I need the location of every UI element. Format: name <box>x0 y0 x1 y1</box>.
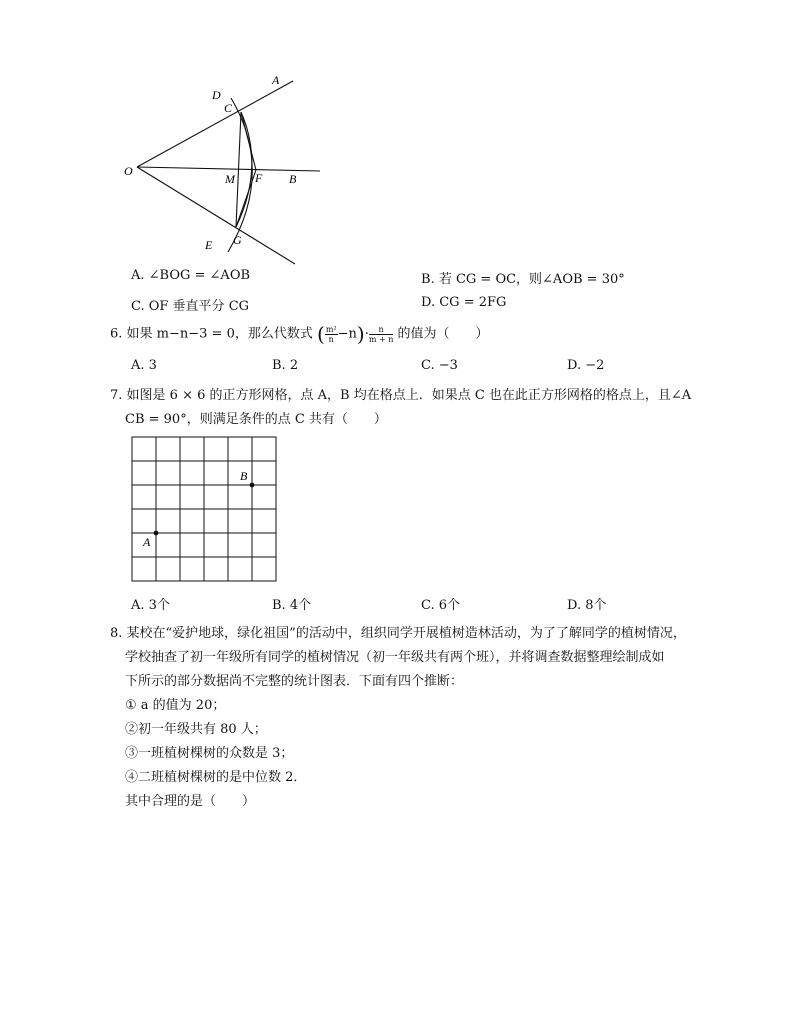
q8-closing: 其中合理的是（ ） <box>125 794 256 809</box>
label-o: O <box>124 164 133 178</box>
label-m: M <box>225 172 235 186</box>
label-c: C <box>224 101 233 115</box>
q8-item-3: ③一班植树棵树的众数是 3； <box>125 746 294 761</box>
label-g: G <box>233 233 242 247</box>
point-a <box>154 531 159 536</box>
ray-ob <box>137 167 320 171</box>
q6-option-b: B. 2 <box>272 358 299 373</box>
q7-option-d: D. 8个 <box>567 598 607 613</box>
q5-option-a: A. ∠BOG = ∠AOB <box>131 268 251 283</box>
label-e: E <box>205 238 213 252</box>
q6-option-a: A. 3 <box>131 358 157 373</box>
q5-option-d: D. CG = 2FG <box>421 295 507 310</box>
q8-item-1: ① a 的值为 20； <box>125 698 226 713</box>
q8-line-2: 学校抽查了初一年级所有同学的植树情况（初一年级共有两个班），并将调查数据整理绘制成如 <box>125 650 665 665</box>
grid-label-b: B <box>240 469 248 483</box>
q5-option-b: B. 若 CG = OC，则∠AOB = 30° <box>421 272 625 287</box>
square-grid-figure <box>126 432 286 584</box>
grid-label-a: A <box>143 535 151 549</box>
segment-fg <box>236 170 256 227</box>
segment-cf <box>241 112 256 170</box>
angle-construction-figure <box>115 72 335 272</box>
q8-line-3: 下所示的部分数据尚不完整的统计图表．下面有四个推断： <box>125 674 464 689</box>
q8-item-4: ④二班植树棵树的是中位数 2． <box>125 770 307 785</box>
q7-option-a: A. 3个 <box>131 598 170 613</box>
q6-stem: 6. 如果 m−n−3 = 0，那么代数式 ( $\frac{\text{m²}}{n}$ −n)· $\frac{n}{m + n}$ 的值为（ ） <box>110 322 489 346</box>
q7-line-1: 7. 如图是 6 × 6 的正方形网格，点 A，B 均在格点上．如果点 C 也在此正方形网格的格点上，且∠A <box>110 388 692 403</box>
q8-line-1: 8. 某校在“爱护地球，绿化祖国”的活动中，组织同学开展植树造林活动，为了了解同学的植树情况， <box>110 626 686 641</box>
q6-stem-post: 的值为（ ） <box>397 326 489 342</box>
label-a: A <box>272 73 280 87</box>
q7-line-2: CB = 90°，则满足条件的点 C 共有（ ） <box>125 412 387 427</box>
label-f: F <box>255 171 263 185</box>
q8-item-2: ②初一年级共有 80 人； <box>125 722 267 737</box>
q7-option-c: C. 6个 <box>421 598 461 613</box>
q7-option-b: B. 4个 <box>272 598 312 613</box>
label-d: D <box>212 88 221 102</box>
ray-oe <box>137 167 295 264</box>
q5-option-c: C. OF 垂直平分 CG <box>131 299 250 314</box>
q6-stem-pre: 6. 如果 m−n−3 = 0，那么代数式 <box>110 326 313 342</box>
q6-option-c: C. −3 <box>421 358 458 373</box>
q6-fraction-2: $\frac{n}{m + n}$ <box>368 324 394 344</box>
label-b: B <box>289 172 297 186</box>
q6-fraction-1: $\frac{\text{m²}}{n}$ <box>325 324 337 344</box>
q6-option-d: D. −2 <box>567 358 605 373</box>
point-b <box>250 483 255 488</box>
